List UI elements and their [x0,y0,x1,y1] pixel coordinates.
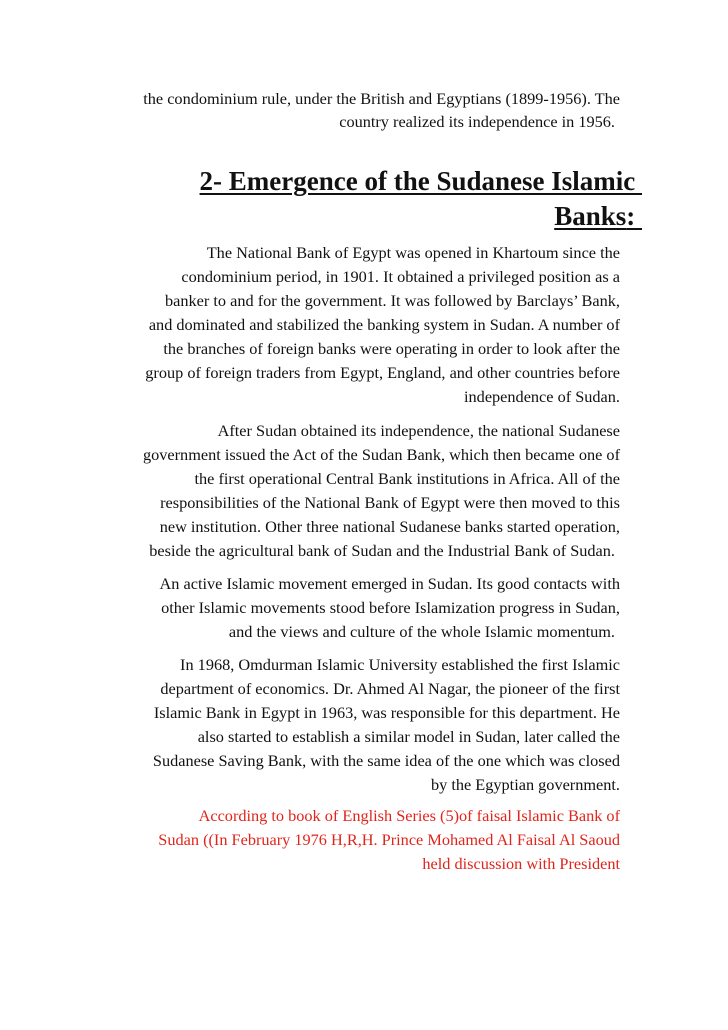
intro-line-1: the condominium rule, under the British and Egyptians (1899-1956). The [143,89,620,108]
paragraph-line: In 1968, Omdurman Islamic University established the first Islamic [180,655,620,674]
section-heading-line-2 [554,199,642,233]
paragraph-line: An active Islamic movement emerged in Sudan. Its good contacts with [159,574,620,593]
paragraph-line: responsibilities of the National Bank of Egypt were then moved to this [160,493,620,512]
paragraph-line: other Islamic movements stood before Islamization progress in Sudan, [161,598,620,617]
section-heading-text: 2- Emergence of the Sudanese Islamic [199,166,642,196]
quote-line: According to book of English Series (5)of faisal Islamic Bank of [198,806,620,825]
intro-line-2: country realized its independence in 1956. [339,112,615,131]
paragraph-line: beside the agricultural bank of Sudan and the Industrial Bank of Sudan. [149,541,615,560]
section-heading-line-1 [200,164,642,198]
paragraph-line: The National Bank of Egypt was opened in Khartoum since the [206,243,620,262]
paragraph-line: government issued the Act of the Sudan Bank, which then became one of [142,445,620,464]
paragraph-line: and the views and culture of the whole Islamic momentum. [228,622,615,641]
paragraph-line: Islamic Bank in Egypt in 1963, was responsible for this department. He [153,703,620,722]
section-heading-colon: : [626,201,642,231]
section-heading-word: Banks [554,201,627,231]
paragraph-line: also started to establish a similar model in Sudan, later called the [197,727,620,746]
paragraph-line: new institution. Other three national Sudanese banks started operation, [159,517,620,536]
paragraph-line: Sudanese Saving Bank, with the same idea of the one which was closed [152,751,620,770]
paragraph-line: independence of Sudan. [464,387,620,406]
paragraph-line: After Sudan obtained its independence, the national Sudanese [217,421,620,440]
paragraph-line: group of foreign traders from Egypt, England, and other countries before [145,363,620,382]
paragraph-line: the branches of foreign banks were operating in order to look after the [163,339,620,358]
quote-line: held discussion with President [422,854,620,873]
paragraph-line: by the Egyptian government. [431,775,620,794]
paragraph-line: department of economics. Dr. Ahmed Al Nagar, the pioneer of the first [160,679,620,698]
paragraph-line: condominium period, in 1901. It obtained a privileged position as a [181,267,620,286]
paragraph-line: and dominated and stabilized the banking system in Sudan. A number of [148,315,620,334]
paragraph-line: the first operational Central Bank institutions in Africa. All of the [194,469,620,488]
paragraph-line: banker to and for the government. It was followed by Barclays’ Bank, [165,291,620,310]
quote-line: Sudan ((In February 1976 H,R,H. Prince Mohamed Al Faisal Al Saoud [158,830,620,849]
